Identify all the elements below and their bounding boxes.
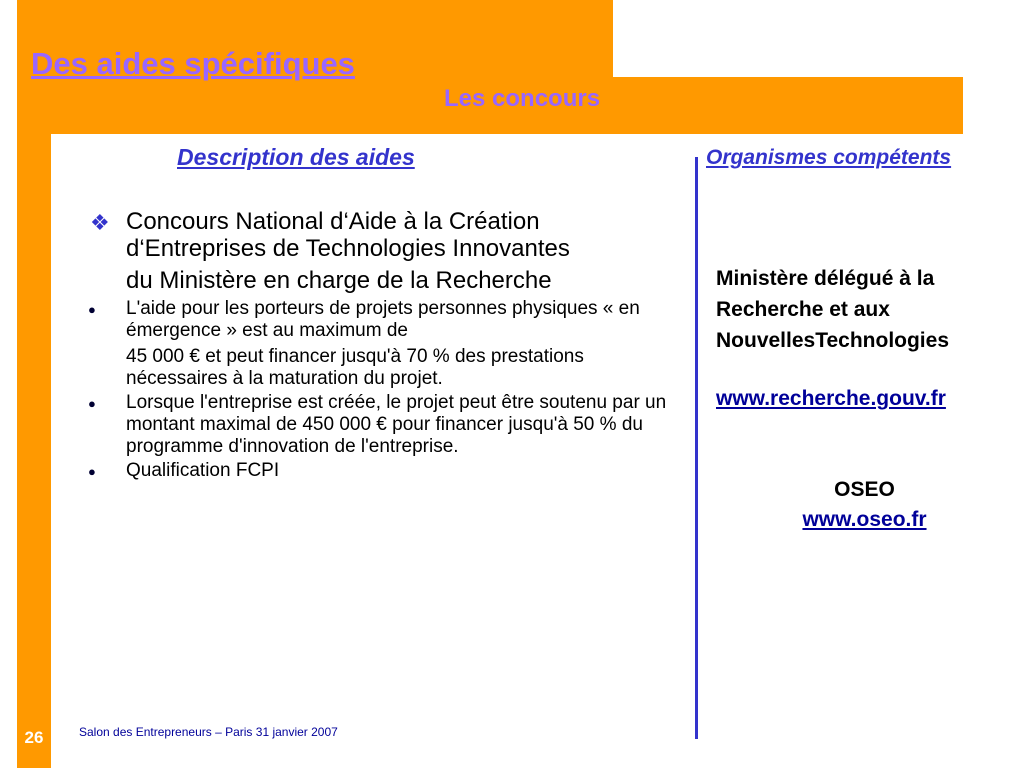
ministry-line3: NouvellesTechnologies	[716, 329, 949, 352]
main-item-concours	[88, 208, 668, 294]
oseo-link[interactable]: www.oseo.fr	[802, 508, 927, 531]
bullet-dot-icon: ●	[88, 396, 96, 411]
bullet-item-emergence	[88, 298, 668, 390]
oseo-link-wrapper	[716, 508, 1013, 532]
ministry-line2: Recherche et aux	[716, 298, 890, 321]
description-content	[88, 208, 668, 484]
bullet-1-part2: 45 000 € et peut financer jusqu'à 70 % des prestations nécessaires à la maturation du projet.	[126, 346, 584, 389]
bullet-dot-icon: ●	[88, 464, 96, 479]
oseo-name: OSEO	[834, 478, 895, 501]
organisms-heading: Organismes compétents	[706, 146, 952, 169]
column-divider	[695, 157, 698, 739]
bullet-3-text: Qualification FCPI	[126, 460, 280, 481]
ministry-line1: Ministère délégué à la	[716, 267, 935, 290]
footer-text: Salon des Entrepreneurs – Paris 31 janvier 2007	[79, 725, 338, 739]
main-item-line2: d‘Entreprises de Technologies Innovantes	[126, 235, 570, 262]
bullet-item-entreprise	[88, 392, 668, 458]
diamond-bullet-icon: ❖	[90, 210, 110, 235]
slide-subtitle: Les concours	[444, 85, 601, 112]
ministry-org-block	[716, 263, 1016, 356]
bullet-dot-icon: ●	[88, 302, 96, 317]
subtitle-orange-band	[613, 77, 963, 134]
page-number: 26	[24, 728, 44, 747]
main-item-line3: du Ministère en charge de la Recherche	[126, 267, 552, 294]
left-orange-sidebar	[17, 134, 51, 768]
bullet-1-part1: L'aide pour les porteurs de projets personnes physiques « en émergence » est au maximum de	[126, 298, 640, 341]
bullet-item-fcpi	[88, 460, 668, 482]
bullet-2-text: Lorsque l'entreprise est créée, le projet peut être soutenu par un montant maximal de 450 000 € pour financer jusqu'à 50 % du programme d'innovation de l'entreprise.	[126, 392, 667, 457]
main-item-line1: Concours National d‘Aide à la Création	[126, 208, 540, 235]
description-heading: Description des aides	[177, 144, 415, 170]
slide-title[interactable]: Des aides spécifiques	[31, 46, 355, 81]
recherche-link[interactable]: www.recherche.gouv.fr	[716, 387, 946, 410]
